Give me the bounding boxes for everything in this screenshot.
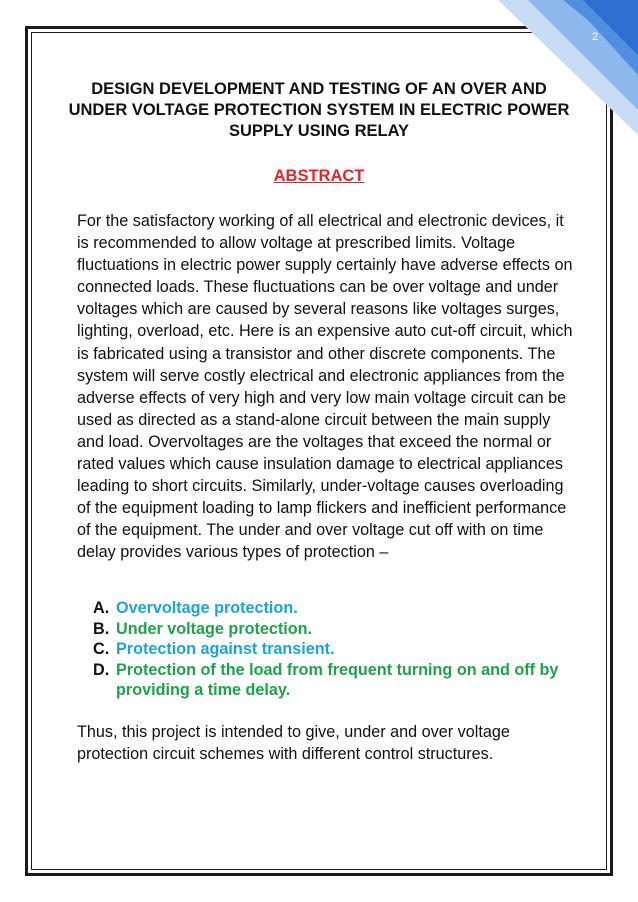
protection-list: [93, 598, 573, 701]
list-marker: A.: [93, 599, 110, 617]
list-marker: B.: [93, 619, 110, 638]
list-item: [93, 619, 573, 640]
list-marker: C.: [93, 640, 110, 658]
list-item: [93, 639, 573, 660]
list-item-text: Protection against transient.: [116, 640, 335, 658]
list-item-text: Overvoltage protection.: [116, 599, 298, 617]
list-item: [93, 660, 573, 701]
page-number: 2: [592, 31, 599, 43]
closing-paragraph: Thus, this project is intended to give, under and over voltage protection circuit schemes with different control structures.: [77, 723, 510, 763]
abstract-paragraph: For the satisfactory working of all electrical and electronic devices, it is recommended to allow voltage at prescribed limits. Voltage fluctuations in electric power supply certainly have adverse effects on connected loads. These fluctuations can be over voltage and under voltages which are caused by several reasons like voltages surges, lighting, overload, etc. Here is an expensive auto cut-off circuit, which is fabricated using a transistor and other discrete components. The system will serve costly electrical and electronic appliances from the adverse effects of very high and very low main voltage circuit can be used as directed as a stand-alone circuit between the main supply and load. Overvoltages are the voltages that exceed the normal or rated values which cause insulation damage to electrical appliances leading to short circuits. Similarly, under-voltage causes overloading of the equipment loading to lamp flickers and inefficient performance of the equipment. The under and over voltage cut off with on time delay provides various types of protection –: [77, 212, 573, 562]
list-item: [93, 598, 573, 619]
abstract-heading: ABSTRACT: [273, 167, 365, 185]
list-item-text: Protection of the load from frequent turning on and off by providing a time delay.: [116, 660, 559, 699]
list-marker: D.: [93, 660, 110, 679]
list-item-text: Under voltage protection.: [116, 619, 313, 638]
document-title: DESIGN DEVELOPMENT AND TESTING OF AN OVER AND UNDER VOLTAGE PROTECTION SYSTEM IN ELECTRIC POWER SUPPLY USING RELAY: [68, 80, 570, 140]
